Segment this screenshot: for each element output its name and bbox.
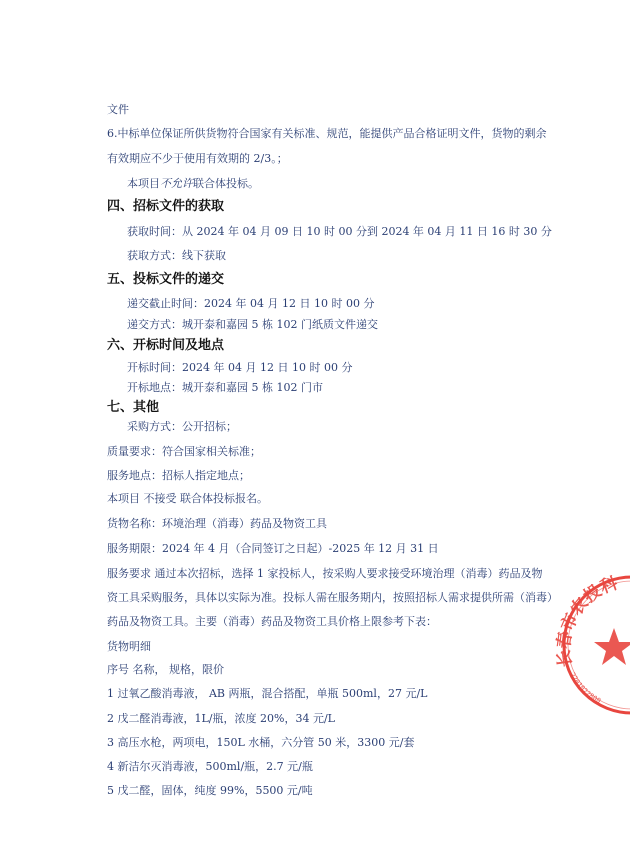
text-line: 服务期限：2024 年 4 月（合同签订之日起）-2025 年 12 月 31 日 [107, 542, 439, 555]
text-line: 开标时间：2024 年 04 月 12 日 10 时 00 分 [127, 361, 353, 374]
emphasis-text: 不允许 [160, 177, 193, 190]
text-line: 获取方式：线下获取 [127, 249, 226, 262]
seal-graphic [552, 570, 630, 720]
section-heading-5: 五、投标文件的递交 [107, 272, 225, 287]
text-line: 文件 [107, 103, 129, 116]
text-line: 服务要求 通过本次招标，选择 1 家投标人，按采购人要求接受环境治理（消毒）药品及物 [107, 567, 543, 580]
text-line: 货物明细 [107, 640, 151, 653]
text-line: 服务地点：招标人指定地点； [107, 469, 250, 482]
text-run: 本项目 [127, 177, 160, 190]
seal-star-icon [594, 628, 630, 665]
text-line: 采购方式：公开招标； [127, 420, 237, 433]
text-line: 质量要求：符合国家相关标准； [107, 445, 261, 458]
section-heading-6: 六、开标时间及地点 [107, 338, 225, 353]
text-line: 递交截止时间：2024 年 04 月 12 日 10 时 00 分 [127, 297, 375, 310]
text-line: 有效期应不少于使用有效期的 2/3。； [107, 152, 288, 165]
goods-item: 2 戊二醛消毒液，1L/瓶，浓度 20%，34 元/L [107, 712, 335, 725]
goods-item: 1 过氧乙酸消毒液， AB 两瓶，混合搭配，单瓶 500ml，27 元/L [107, 687, 428, 700]
seal-serial: 2201022800 [568, 671, 602, 706]
svg-text:2201022800 [568, 671, 602, 705]
text-line [127, 177, 259, 191]
table-header-line: 序号 名称， 规格，限价 [107, 663, 224, 676]
goods-item: 3 高压水枪，两项电，150L 水桶，六分管 50 米，3300 元/套 [107, 736, 415, 749]
section-heading-4: 四、招标文件的获取 [107, 199, 225, 214]
text-line: 6.中标单位保证所供货物符合国家有关标准、规范，能提供产品合格证明文件，货物的剩余 [107, 127, 547, 140]
goods-item: 4 新洁尔灭消毒液，500ml/瓶，2.7 元/瓶 [107, 760, 313, 773]
text-line: 递交方式：城开泰和嘉园 5 栋 102 门纸质文件递交 [127, 318, 378, 331]
text-line: 开标地点：城开泰和嘉园 5 栋 102 门市 [127, 381, 323, 394]
text-line: 资工具采购服务，具体以实际为准。投标人需在服务期内，按照招标人需求提供所需（消毒） [107, 591, 558, 604]
goods-item: 5 戊二醛，固体，纯度 99%，5500 元/吨 [107, 784, 313, 797]
seal-arc-text: 长春市农投科 [554, 573, 621, 669]
text-run: 联合体投标。 [193, 177, 259, 190]
text-line: 本项目 不接受 联合体投标报名。 [107, 492, 268, 505]
text-line: 获取时间：从 2024 年 04 月 09 日 10 时 00 分到 2024 年 04 月 11 日 16 时 30 分 [127, 225, 552, 238]
official-seal-stamp [552, 570, 630, 720]
section-heading-7: 七、其他 [107, 400, 160, 415]
text-line: 药品及物资工具。主要（消毒）药品及物资工具价格上限参考下表： [107, 615, 437, 628]
text-line: 货物名称：环境治理（消毒）药品及物资工具 [107, 517, 327, 530]
